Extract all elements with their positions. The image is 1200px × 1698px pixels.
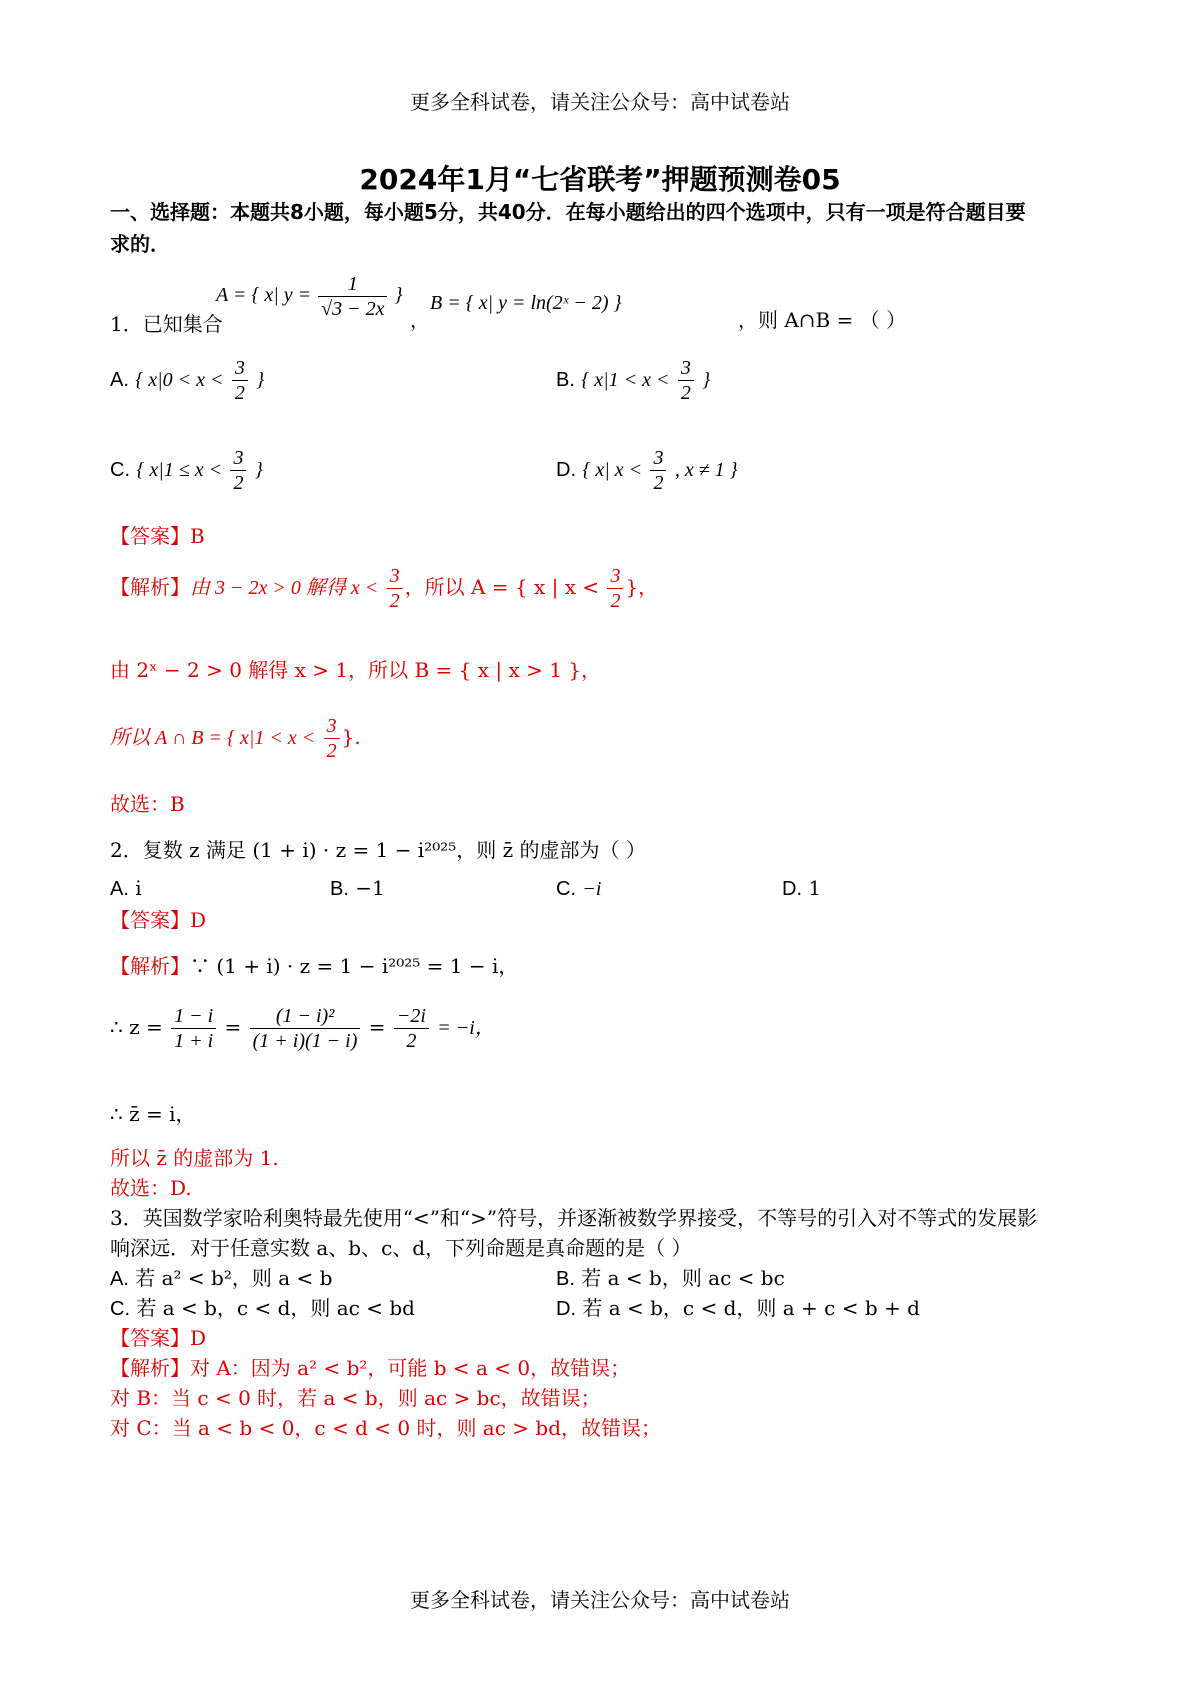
- q3-option-a: A. 若 a² < b²，则 a < b: [110, 1266, 333, 1290]
- q1-setA-prefix: A = { x| y =: [216, 284, 312, 307]
- q1-option-a: A. { x|0 < x < $\frac{3}{2}$ }: [110, 357, 265, 404]
- q3-stem-line1: 3．英国数学家哈利奥特最先使用“<”和“>”符号，并逐渐被数学界接受，不等号的引入对不等式的发展影: [110, 1206, 1038, 1230]
- q2-stem: 2．复数 z 满足 (1 + i) · z = 1 − i²⁰²⁵，则 z̄ 的虚部为（ ）: [110, 838, 646, 862]
- q1-option-b: B. { x|1 < x < $\frac{3}{2}$ }: [556, 357, 711, 404]
- q3-option-c: C. 若 a < b，c < d，则 ac < bd: [110, 1296, 415, 1320]
- q3-analysis-line2: 对 B：当 c < 0 时，若 a < b，则 ac > bc，故错误；: [110, 1386, 601, 1410]
- page-header: 更多全科试卷，请关注公众号：高中试卷站: [410, 90, 790, 114]
- q3-analysis-line3: 对 C：当 a < b < 0，c < d < 0 时，则 ac > bd，故错误；: [110, 1416, 662, 1440]
- q2-analysis-line2: ∴ z = $\frac{1 - i}{1 + i}$ = $\frac{\text{(1 − i)²}}{(1 + i)(1 - i)}$ = $\frac{-2i}{2}$ = −i，: [110, 1005, 495, 1052]
- page-footer: 更多全科试卷，请关注公众号：高中试卷站: [410, 1588, 790, 1612]
- q2-analysis-line3: ∴ z̄ = i，: [110, 1102, 196, 1126]
- q1-analysis-line3: 所以 A ∩ B = { x|1 < x < $\frac{3}{2}$ }.: [110, 715, 361, 762]
- q2-option-c: C. −i: [556, 878, 602, 900]
- q1-setA-num: 1: [318, 272, 387, 297]
- q1-choose: 故选：B: [110, 792, 185, 816]
- section-heading-line1: 一、选择题：本题共8小题，每小题5分，共40分．在每小题给出的四个选项中，只有一项是符合题目要: [110, 200, 1026, 224]
- section-heading-line2: 求的．: [110, 232, 170, 256]
- q1-answer: 【答案】B: [110, 524, 205, 548]
- q2-choose: 故选：D.: [110, 1176, 192, 1200]
- page-title: 2024年1月“七省联考”押题预测卷05: [359, 163, 841, 196]
- exam-page: 更多全科试卷，请关注公众号：高中试卷站 2024年1月“七省联考”押题预测卷05 一、选择题：本题共8小题，每小题5分，共40分．在每小题给出的四个选项中，只有一项是符合题目要 求的． 1．已知集合 A = { x| y = $\frac{1}{√3 - 2x}$ } ， B = { x| y = ln(2ˣ − 2) } ，则 A∩B = （ ） A. { x|0 < x < $\frac{3}{2}$ } B. { x|1 < x < $\frac{3}{2}$ } C. { x|1 ≤ x < $\frac{3}{2}$ } D. { x| x < $\frac{3}{2}$ , x ≠ 1 } 【答案】B 【解析】由 3 − 2x > 0 解得 x < $\frac{3}{2}$ ，所以 A = { x | x < $\frac{3}{2}$ }， 由 2ˣ − 2 > 0 解得 x > 1，所以 B = { x | x > 1 }， 所以 A ∩ B = { x|1 < x < $\frac{3}{2}$ }. 故选：B 2．复数 z 满足 (1 + i) · z = 1 − i²⁰²⁵，则 z̄ 的虚部为（ ） A. i B. −1 C. −i D. 1 【答案】D 【解析】∵ (1 + i) · z = 1 − i²⁰²⁵ = 1 − i， ∴ z = $\frac{1 - i}{1 + i}$ = $\frac{\text{(1 − i)²}}{(1 + i)(1 - i)}$ = $\frac{-2i}{2}$ = −i， ∴ z̄ = i， 所以 z̄ 的虚部为 1. 故选：D. 3．英国数学家哈利奥特最先使用“<”和“>”符号，并逐渐被数学界接受，不等号的引入对不等式的发展影 响深远．对于任意实数 a、b、c、d，下列命题是真命题的是（ ） A. 若 a² < b²，则 a < b B. 若 a < b，则 ac < bc C. 若 a < b，c < d，则 ac < bd D. 若 a < b，c < d，则 a + c < b + d 【答案】D 【解析】对 A：因为 a² < b²，可能 b < a < 0，故错误； 对 B：当 c < 0 时，若 a < b，则 ac > bc，故错误； 对 C：当 a < b < 0，c < d < 0 时，则 ac > bd，故错误； 更多全科试卷，请关注公众号：高中试卷站: [0, 0, 1200, 1698]
- q3-stem-line2: 响深远．对于任意实数 a、b、c、d，下列命题是真命题的是（ ）: [110, 1236, 692, 1260]
- q3-analysis-line1: 【解析】对 A：因为 a² < b²，可能 b < a < 0，故错误；: [110, 1356, 631, 1380]
- q1-analysis-line2: 由 2ˣ − 2 > 0 解得 x > 1，所以 B = { x | x > 1 }，: [110, 658, 602, 682]
- q3-answer: 【答案】D: [110, 1326, 207, 1350]
- q1-option-c: C. { x|1 ≤ x < $\frac{3}{2}$ }: [110, 447, 263, 494]
- q1-analysis-line1: 【解析】由 3 − 2x > 0 解得 x < $\frac{3}{2}$ ，所以 A = { x | x < $\frac{3}{2}$ }，: [110, 565, 659, 612]
- q3-option-d: D. 若 a < b，c < d，则 a + c < b + d: [556, 1296, 920, 1320]
- q2-option-d: D. 1: [782, 876, 822, 900]
- q3-option-b: B. 若 a < b，则 ac < bc: [556, 1266, 785, 1290]
- q2-option-a: A. i: [110, 876, 142, 900]
- q1-option-d: D. { x| x < $\frac{3}{2}$ , x ≠ 1 }: [556, 447, 738, 494]
- q2-analysis-line4: 所以 z̄ 的虚部为 1.: [110, 1146, 279, 1170]
- q1-setB: B = { x| y = ln(2ˣ − 2) }: [430, 292, 622, 314]
- q2-answer: 【答案】D: [110, 908, 207, 932]
- q2-analysis-line1: 【解析】∵ (1 + i) · z = 1 − i²⁰²⁵ = 1 − i，: [110, 954, 519, 978]
- q1-comma: ，: [410, 308, 430, 332]
- q1-tail: ，则 A∩B = （ ）: [738, 308, 907, 332]
- q1-lead: 1．已知集合: [110, 312, 223, 336]
- q2-option-b: B. −1: [330, 876, 385, 900]
- q1-setA-den: √3 − 2x: [321, 298, 385, 320]
